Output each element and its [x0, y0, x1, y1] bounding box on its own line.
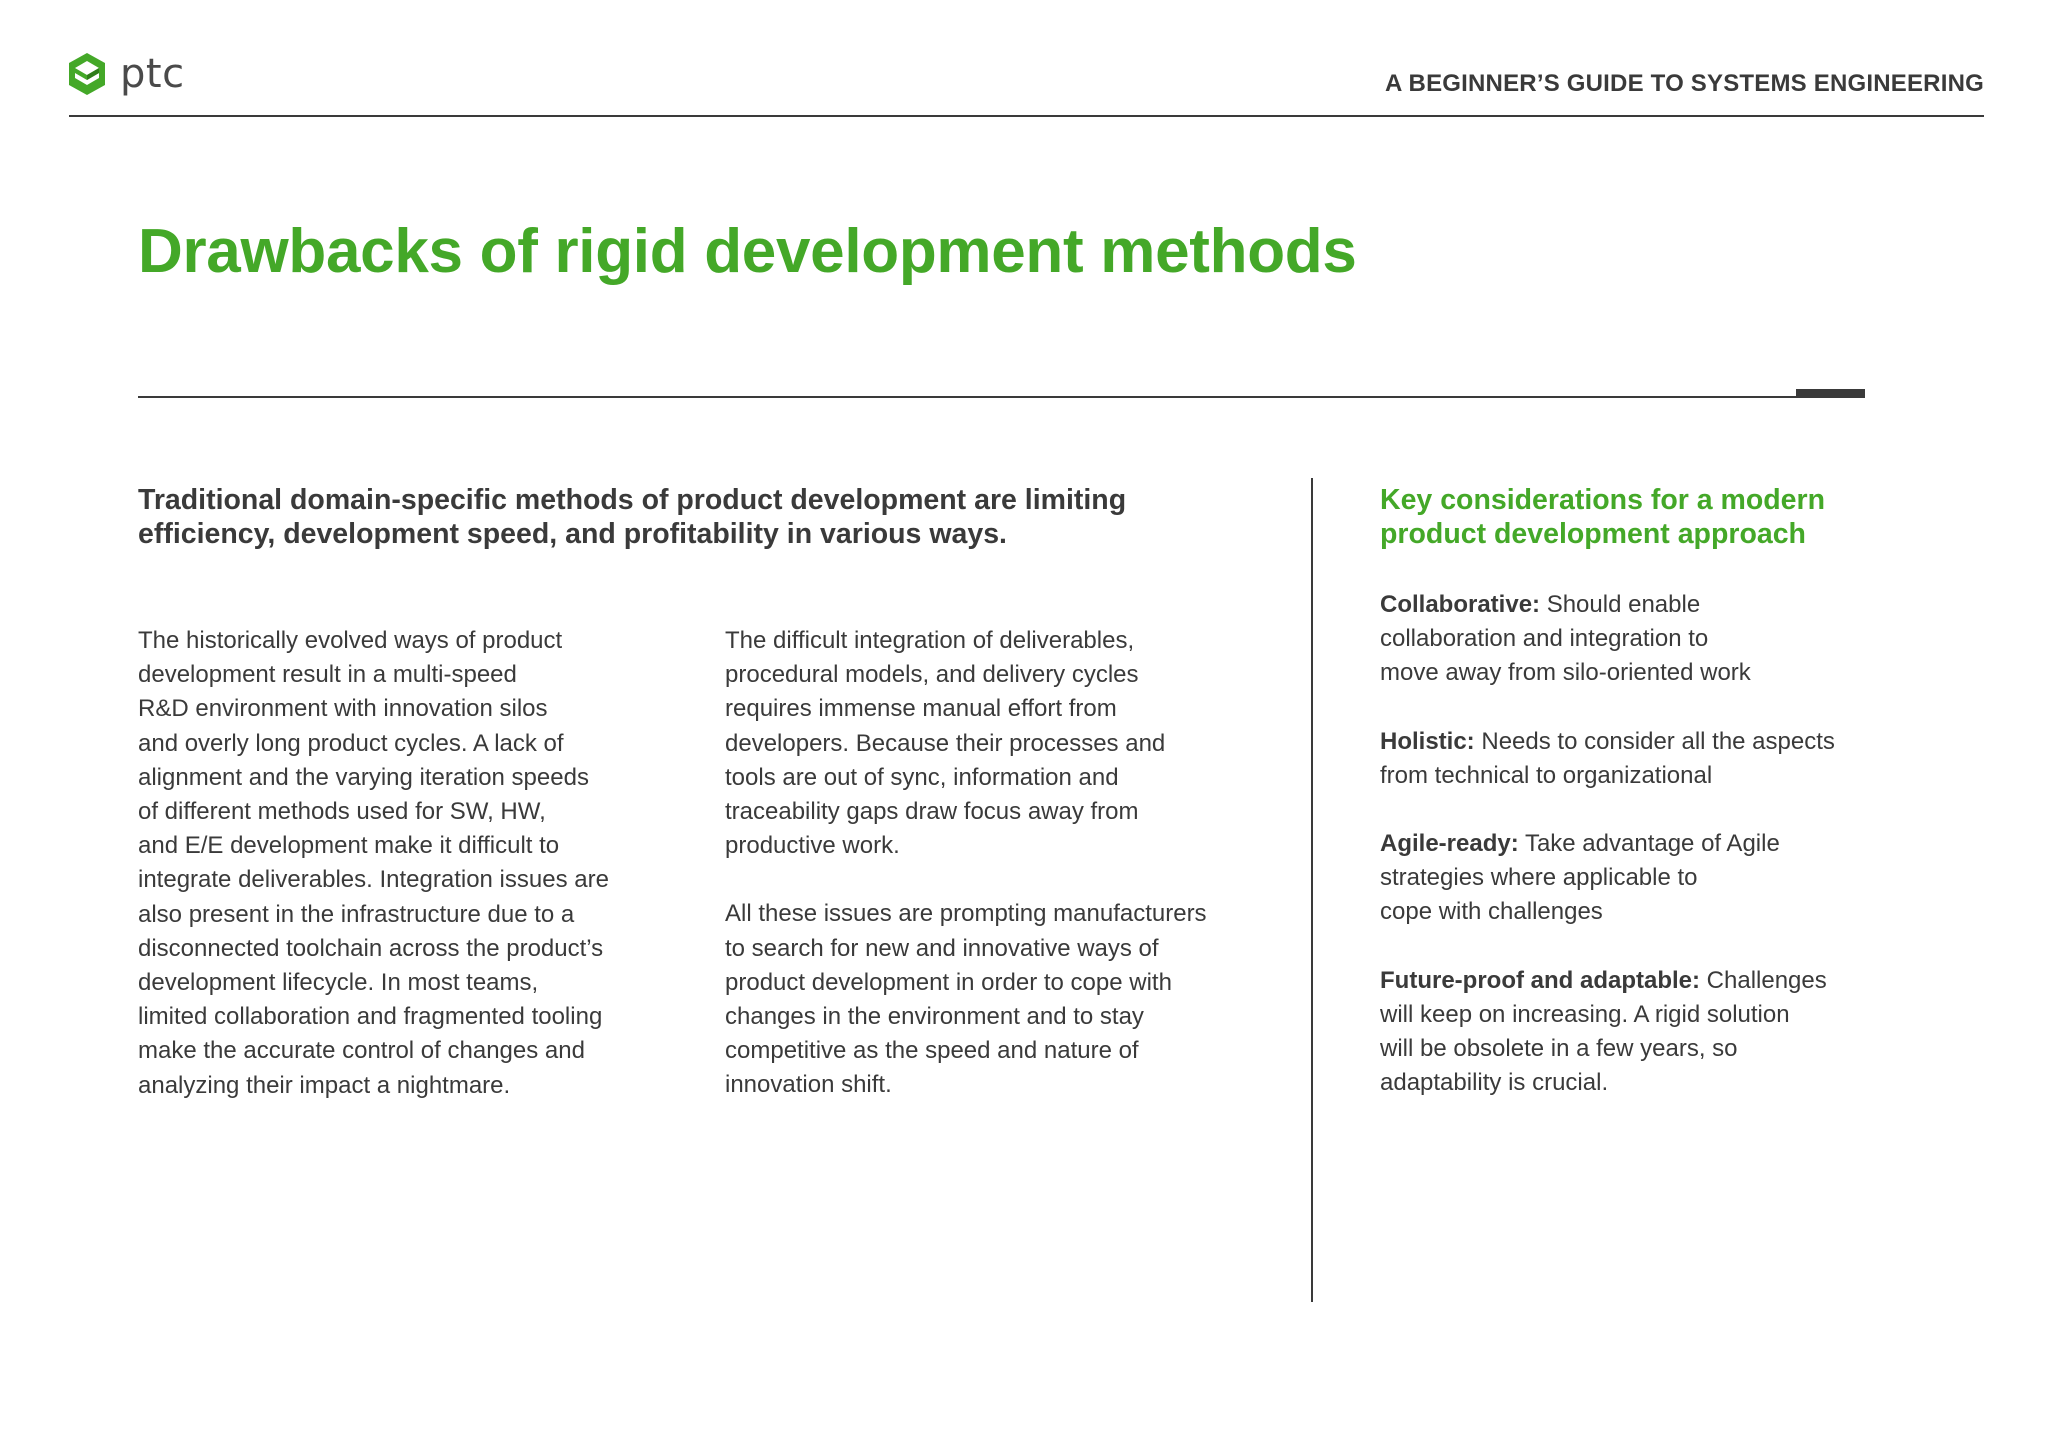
- ptc-logo-mark-icon: [68, 52, 106, 96]
- body-line: product development in order to cope with: [725, 968, 1172, 996]
- body-line: analyzing their impact a nightmare.: [138, 1071, 511, 1099]
- body-line: development result in a multi-speed: [138, 661, 517, 689]
- sidebar-title: [1380, 483, 1825, 551]
- body-line: integrate deliverables. Integration issues are: [138, 866, 609, 894]
- body-column-1: [138, 624, 609, 1103]
- body-line: competitive as the speed and nature of: [725, 1037, 1139, 1065]
- body-line: alignment and the varying iteration speeds: [138, 763, 589, 791]
- consideration-line: move away from silo-oriented work: [1380, 659, 1751, 687]
- body-line: procedural models, and delivery cycles: [725, 661, 1139, 689]
- consideration-term: Agile-ready:: [1380, 830, 1519, 858]
- lead-paragraph: [138, 483, 1238, 551]
- consideration-item: [1380, 725, 1835, 793]
- title-divider: [138, 396, 1864, 398]
- body-line: developers. Because their processes and: [725, 729, 1166, 757]
- body-line: The historically evolved ways of product: [138, 627, 563, 654]
- consideration-text: Should enable: [1540, 591, 1701, 618]
- body-line: of different methods used for SW, HW,: [138, 798, 546, 826]
- page-title: Drawbacks of rigid development methods: [138, 217, 1357, 286]
- body-line: innovation shift.: [725, 1071, 892, 1099]
- consideration-term: Future-proof and adaptable:: [1380, 966, 1700, 994]
- consideration-term: Collaborative:: [1380, 591, 1541, 618]
- body-line: The difficult integration of deliverables,: [725, 627, 1135, 654]
- sidebar-title-line: Key considerations for a modern: [1380, 484, 1826, 516]
- header-divider: [69, 115, 1984, 117]
- consideration-line: adaptability is crucial.: [1380, 1069, 1609, 1097]
- consideration-text: Challenges: [1700, 966, 1827, 994]
- ptc-logo: [68, 48, 185, 100]
- body-line: make the accurate control of changes and: [138, 1037, 585, 1065]
- title-divider-accent: [1796, 389, 1865, 398]
- consideration-item: [1380, 588, 1835, 691]
- lead-line: efficiency, development speed, and profitability in various ways.: [138, 518, 1007, 550]
- consideration-term: Holistic:: [1380, 727, 1475, 755]
- consideration-item: [1380, 964, 1835, 1101]
- body-line: requires immense manual effort from: [725, 695, 1117, 723]
- document-title: A BEGINNER’S GUIDE TO SYSTEMS ENGINEERING: [1385, 70, 1984, 97]
- column-divider: [1311, 478, 1313, 1302]
- consideration-line: will keep on increasing. A rigid solution: [1380, 1000, 1790, 1028]
- considerations-list: [1380, 588, 1835, 1134]
- body-paragraph: [725, 624, 1207, 863]
- body-line: also present in the infrastructure due to a: [138, 900, 575, 928]
- body-line: R&D environment with innovation silos: [138, 695, 548, 723]
- body-line: disconnected toolchain across the product’s: [138, 934, 604, 962]
- consideration-item: [1380, 827, 1835, 930]
- body-line: productive work.: [725, 832, 900, 860]
- body-line: limited collaboration and fragmented tooling: [138, 1003, 603, 1031]
- consideration-line: from technical to organizational: [1380, 761, 1713, 789]
- consideration-text: Take advantage of Agile: [1518, 830, 1780, 858]
- consideration-text: Needs to consider all the aspects: [1474, 727, 1835, 755]
- sidebar-title-line: product development approach: [1380, 518, 1806, 550]
- body-line: and overly long product cycles. A lack of: [138, 729, 564, 757]
- logo-text: ptc: [120, 51, 185, 97]
- body-line: changes in the environment and to stay: [725, 1003, 1144, 1031]
- consideration-line: strategies where applicable to: [1380, 864, 1698, 892]
- body-line: to search for new and innovative ways of: [725, 934, 1159, 962]
- body-line: tools are out of sync, information and: [725, 763, 1119, 791]
- lead-line: Traditional domain-specific methods of product development are limiting: [138, 484, 1127, 516]
- body-line: development lifecycle. In most teams,: [138, 969, 539, 997]
- body-line: and E/E development make it difficult to: [138, 832, 560, 860]
- consideration-line: will be obsolete in a few years, so: [1380, 1035, 1738, 1063]
- body-column-2: [725, 624, 1207, 1103]
- body-line: All these issues are prompting manufacturers: [725, 900, 1207, 928]
- body-line: traceability gaps draw focus away from: [725, 798, 1139, 826]
- consideration-line: cope with challenges: [1380, 898, 1603, 926]
- body-paragraph: [725, 897, 1207, 1102]
- consideration-line: collaboration and integration to: [1380, 625, 1709, 653]
